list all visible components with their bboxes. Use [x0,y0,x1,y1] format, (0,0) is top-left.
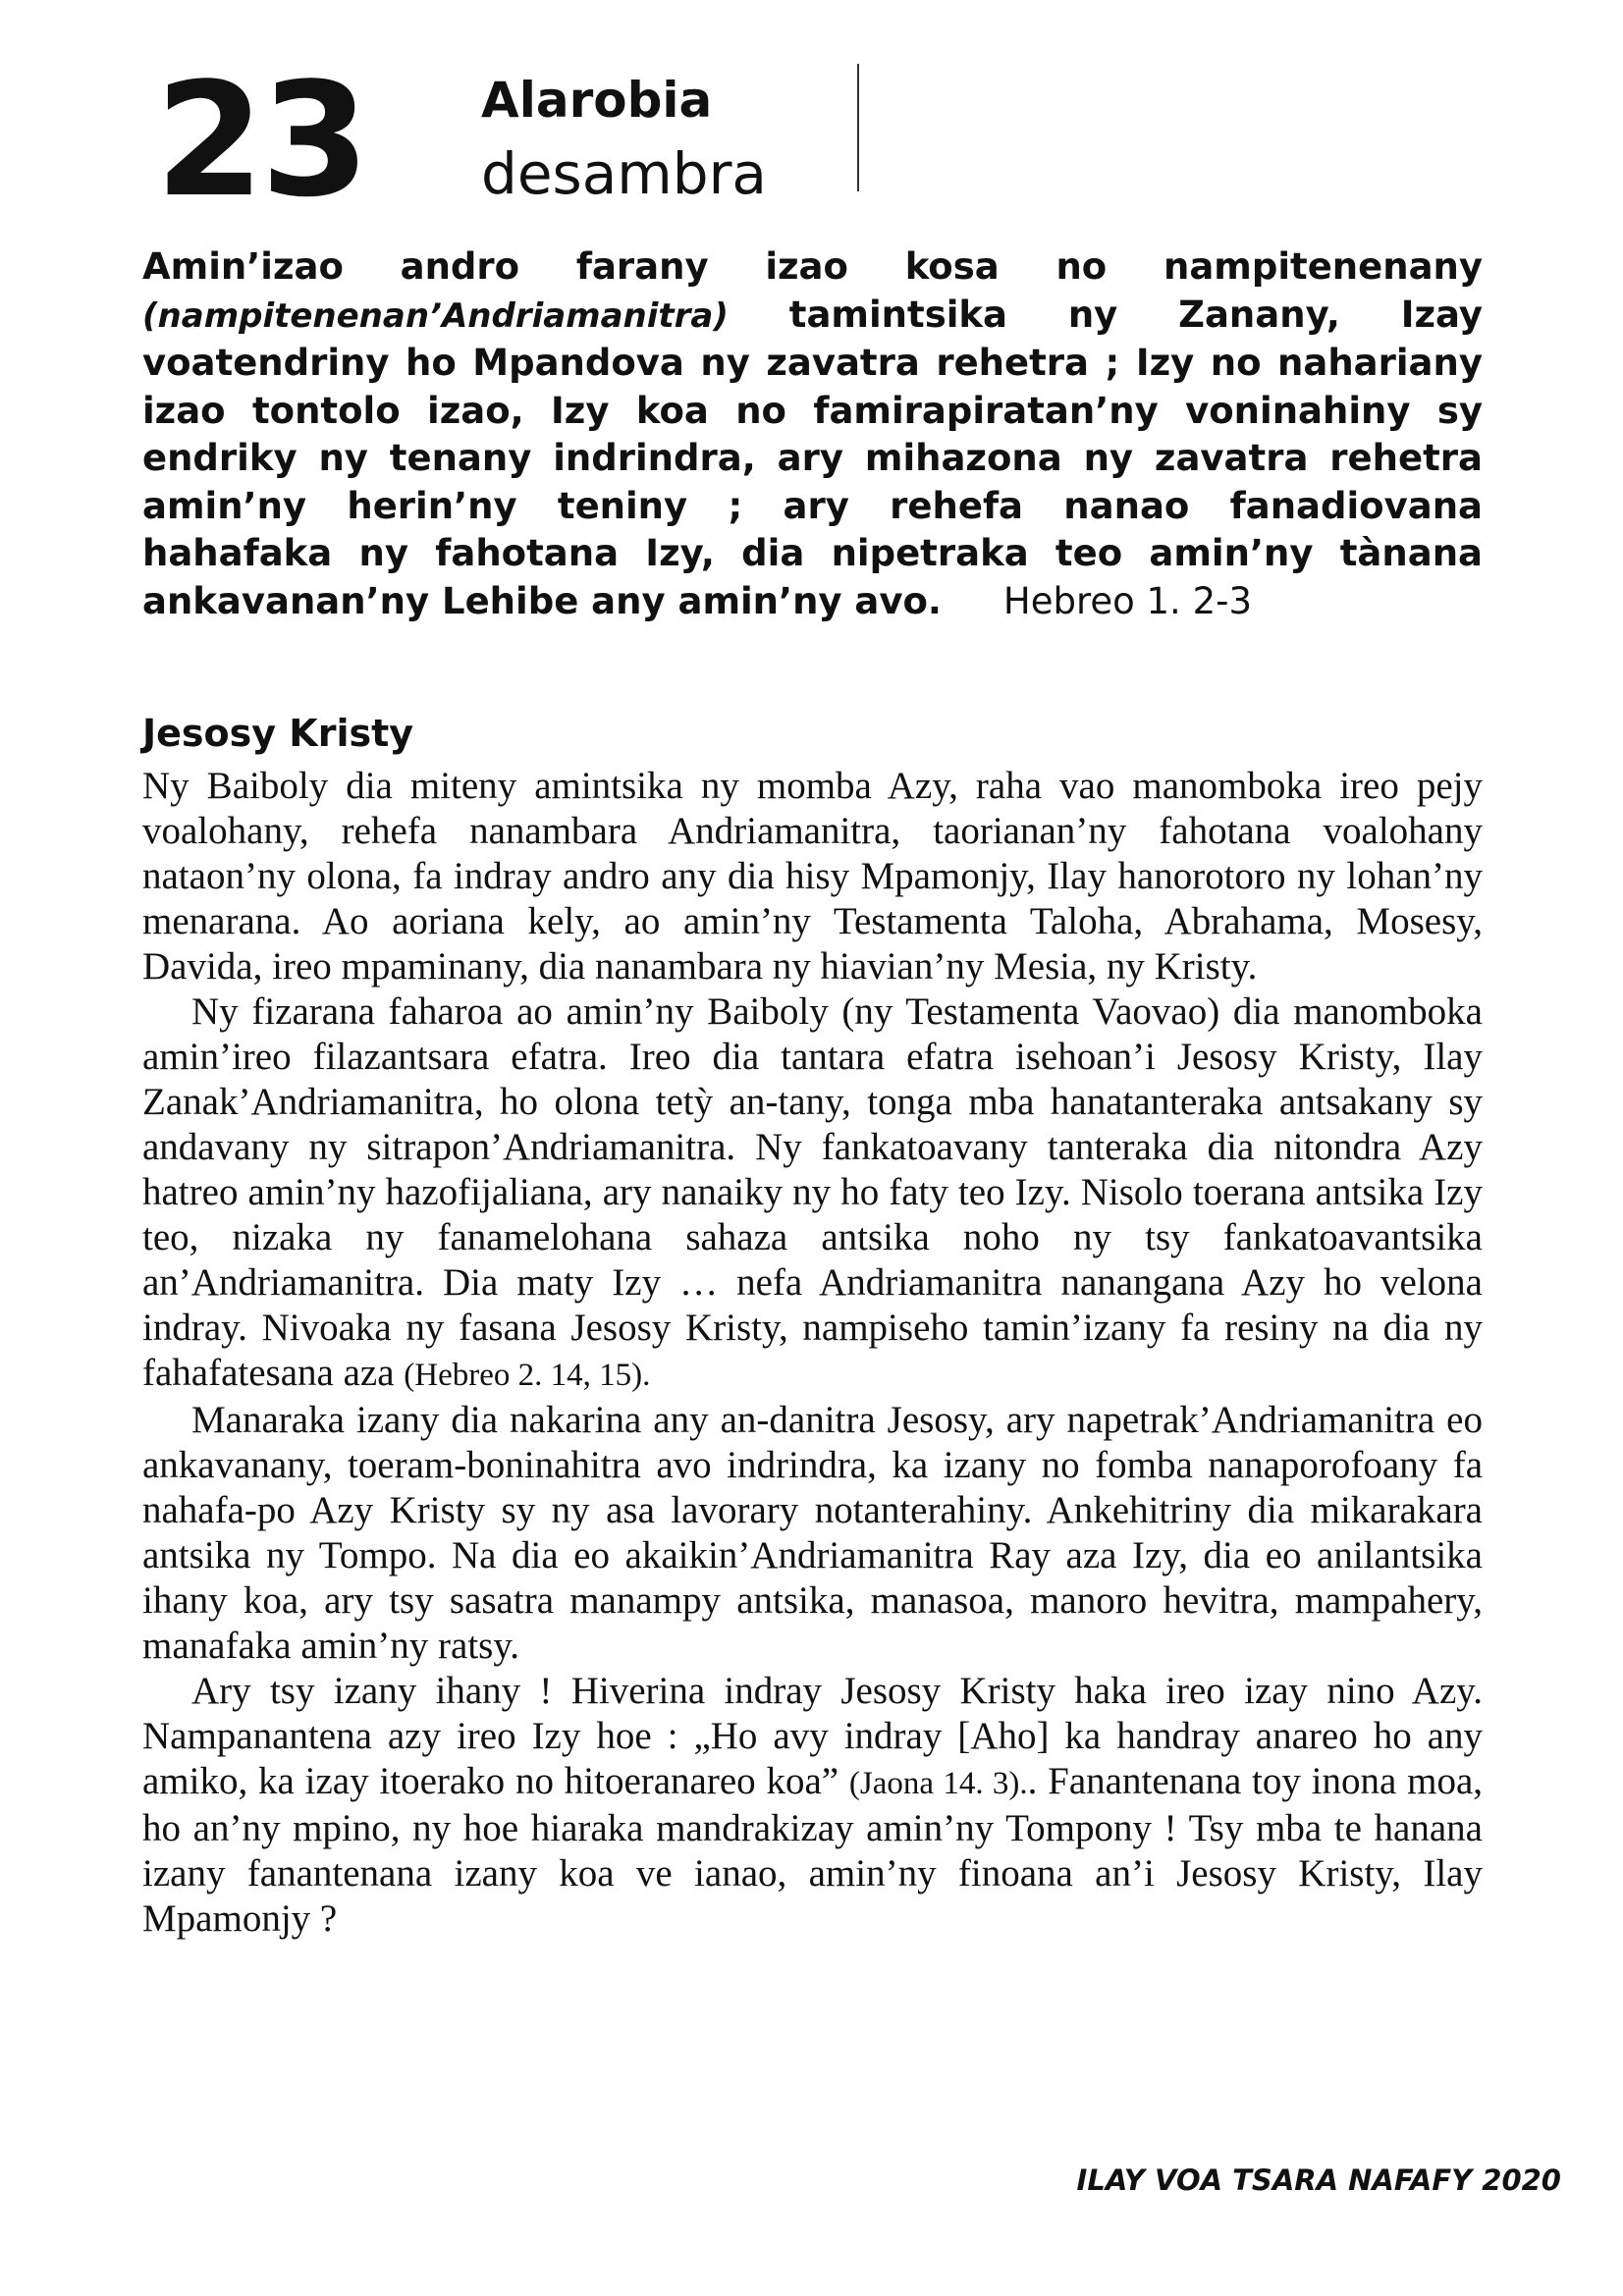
paragraph-4-text-1: Ary tsy izany ihany ! Hiverina indray Jesosy Kristy haka ireo izay nino Azy. Nampanantena azy ireo Izy hoe : „Ho avy indray [Aho] ka handray anareo ho any amiko, ka izay itoerako no hitoeranareo koa” [142,1670,1483,1802]
day-number: 23 [155,48,366,232]
verse-reference: Hebreo 1. 2-3 [1002,579,1253,622]
month-label: desambra [481,140,767,207]
verse-text-part-1: Amin’izao andro farany izao kosa no nampitenenany [142,245,1483,288]
paragraph-2-text: Ny fizarana faharoa ao amin’ny Baiboly (ny Testamenta Vaovao) dia manomboka amin’ireo filazantsara efatra. Ireo dia tantara efatra isehoan’i Jesosy Kristy, Ilay Zanak’Andriamanitra, ho olona tetỳ an-tany, tonga mba hanatanteraka antsakany sy andavany ny sitrapon’Andriamanitra. Ny fankatoavany tanteraka dia nitondra Azy hatreo amin’ny hazofijaliana, ary nanaiky ny ho faty teo Izy. Nisolo toerana antsika Izy teo, nizaka ny fanamelohana sahaza antsika noho ny tsy fankatoavantsika an’Andriamanitra. Dia maty Izy … nefa Andriamanitra nanangana Azy ho velona indray. Nivoaka ny fasana Jesosy Kristy, nampiseho tamin’izany fa resiny na dia ny fahafatesana aza [142,990,1483,1394]
header-divider [857,64,859,191]
body-paragraph-1: Ny Baiboly dia miteny amintsika ny momba Azy, raha vao manomboka ireo pejy voalohany, rehefa nanambara Andriamanitra, taorianan’ny fahotana voalohany nataon’ny olona, fa indray andro any dia hisy Mpamonjy, Ilay hanorotoro ny lohan’ny menarana. Ao aoriana kely, ao amin’ny Testamenta Taloha, Abrahama, Mosesy, Davida, ireo mpaminany, dia nanambara ny hiavian’ny Mesia, ny Kristy. [142,765,1483,988]
body-paragraph-4: Ary tsy izany ihany ! Hiverina indray Jesosy Kristy haka ireo izay nino Azy. Nampanantena azy ireo Izy hoe : „Ho avy indray [Aho] ka handray anareo ho any amiko, ka izay itoerako no hitoeranareo koa” (Jaona 14. 3).. Fanantenana toy inona moa, ho an’ny mpino, ny hoe hiaraka mandrakizay amin’ny Tompony ! Tsy mba te hanana izany fanantenana izany koa ve ianao, amin’ny finoana an’i Jesosy Kristy, Ilay Mpamonjy ? [142,1670,1484,1940]
verse-text-part-2: tamintsika ny Zanany, Izay voatendriny ho Mpandova ny zavatra rehetra ; Izy no nahariany izao tontolo izao, Izy koa no famirapiratan’ny voninahiny sy endriky ny tenany indrindra, ary mihazona ny zavatra rehetra amin’ny herin’ny teniny ; ary rehefa nanao fanadiovana hahafaka ny fahotana Izy, dia nipetraka teo amin’ny tànana ankavanan’ny Lehibe any amin’ny avo. [142,293,1483,622]
scripture-verse [142,243,1483,625]
weekday-label: Alarobia [481,72,713,129]
paragraph-4-reference: (Jaona 14. 3). [848,1766,1028,1801]
section-title: Jesosy Kristy [142,712,414,755]
body-paragraph-3: Manaraka izany dia nakarina any an-danitra Jesosy, ary napetrak’Andriamanitra eo ankavanany, toeram-boninahitra avo indrindra, ka izany no fomba nanaporofoany fa nahafa-po Azy Kristy sy ny asa lavorary notanterahiny. Ankehitriny dia mikarakara antsika ny Tompo. Na dia eo akaikin’Andriamanitra Ray aza Izy, dia eo anilantsika ihany koa, ary tsy sasatra manampy antsika, manasoa, manoro hevitra, mampahery, manafaka amin’ny ratsy. [142,1399,1483,1667]
footer-publication: ILAY VOA TSARA NAFAFY 2020 [1076,2163,1561,2197]
body-text [142,764,1483,1942]
paragraph-4-text-2: Fanantenana toy inona moa, ho an’ny mpino, ny hoe hiaraka mandrakizay amin’ny Tompony ! Tsy mba te hanana izany fanantenana izany koa ve ianao, amin’ny finoana an’i Jesosy Kristy, Ilay Mpamonjy ? [142,1760,1484,1940]
paragraph-2-reference: (Hebreo 2. 14, 15). [404,1358,651,1393]
verse-italic-note: (nampitenenan’Andriamanitra) [142,295,729,336]
body-paragraph-2 [142,989,1483,1398]
